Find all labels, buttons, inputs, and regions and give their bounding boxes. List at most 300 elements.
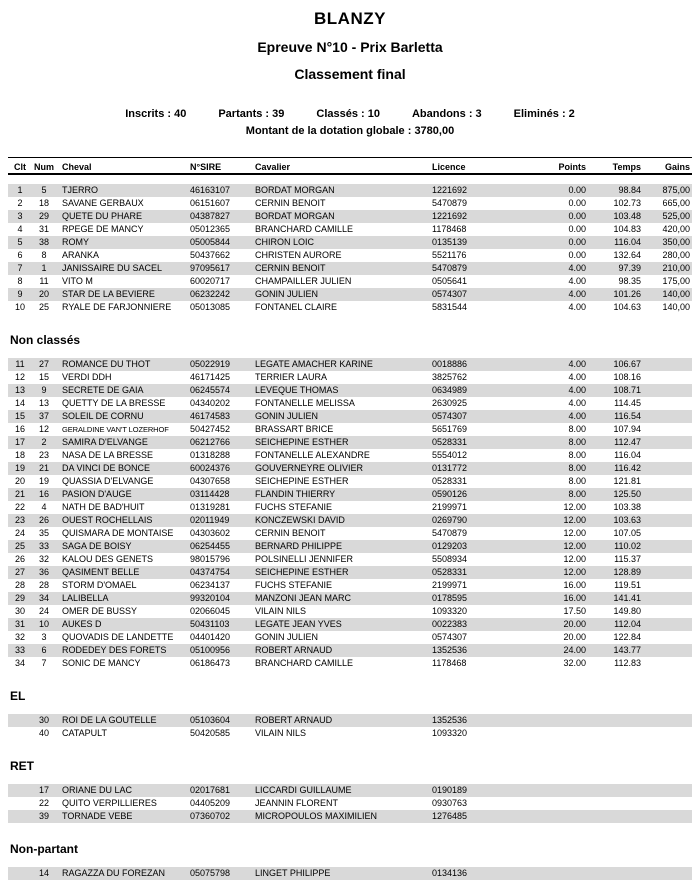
cell-cheval: RODEDEY DES FORETS: [62, 645, 167, 655]
cell-num: 12: [38, 424, 49, 434]
cell-points: 0.00: [568, 250, 586, 260]
cell-sire: 06254455: [190, 541, 231, 551]
column-header-cavalier: Cavalier: [255, 162, 291, 172]
section-heading: RET: [10, 759, 34, 773]
cell-points: 8.00: [568, 424, 586, 434]
cell-clt: 27: [14, 567, 25, 577]
cell-temps: 112.83: [614, 658, 641, 668]
cell-cavalier: MANZONI JEAN MARC: [255, 593, 352, 603]
cell-cheval: ARANKA: [62, 250, 100, 260]
cell-licence: 5470879: [432, 528, 468, 538]
cell-points: 8.00: [568, 437, 586, 447]
cell-licence: 0505641: [432, 276, 468, 286]
table-row: [8, 540, 692, 553]
cell-points: 4.00: [568, 385, 586, 395]
cell-cheval: RYALE DE FARJONNIERE: [62, 302, 172, 312]
cell-num: 6: [41, 645, 47, 655]
cell-num: 4: [41, 502, 47, 512]
cell-num: 32: [38, 554, 49, 564]
stat-item: Eliminés : 2: [513, 108, 575, 120]
cell-licence: 5470879: [432, 198, 468, 208]
cell-clt: 1: [17, 185, 23, 195]
cell-clt: 31: [14, 619, 25, 629]
cell-sire: 05100956: [190, 645, 231, 655]
cell-cheval: QUISMARA DE MONTAISE: [62, 528, 174, 538]
cell-clt: 20: [14, 476, 25, 486]
cell-num: 35: [38, 528, 49, 538]
cell-gains: 350,00: [662, 237, 690, 247]
table-row: [8, 197, 692, 210]
cell-num: 40: [38, 728, 49, 738]
cell-points: 0.00: [568, 185, 586, 195]
cell-num: 29: [38, 211, 49, 221]
cell-sire: 07360702: [190, 811, 231, 821]
cell-points: 16.00: [563, 580, 586, 590]
cell-cheval: SAGA DE BOISY: [62, 541, 132, 551]
cell-num: 26: [38, 515, 49, 525]
results-table: [8, 157, 692, 883]
cell-cavalier: ROBERT ARNAUD: [255, 715, 333, 725]
cell-cheval: SAMIRA D'ELVANGE: [62, 437, 148, 447]
table-row: [8, 714, 692, 727]
table-row: [8, 657, 692, 670]
cell-points: 20.00: [563, 632, 586, 642]
cell-temps: 102.73: [613, 198, 641, 208]
cell-points: 8.00: [568, 489, 586, 499]
cell-sire: 60024376: [190, 463, 231, 473]
cell-cheval: SONIC DE MANCY: [62, 658, 141, 668]
table-row: [8, 436, 692, 449]
cell-temps: 107.05: [613, 528, 641, 538]
cell-cheval: OMER DE BUSSY: [62, 606, 138, 616]
cell-num: 28: [38, 580, 49, 590]
cell-cavalier: LEGATE JEAN YVES: [255, 619, 342, 629]
cell-cavalier: FONTANEL CLAIRE: [255, 302, 338, 312]
table-row: [8, 727, 692, 740]
cell-temps: 121.81: [613, 476, 641, 486]
cell-cheval: DA VINCI DE BONCE: [62, 463, 151, 473]
cell-cheval: RPEGE DE MANCY: [62, 224, 144, 234]
cell-sire: 04340202: [190, 398, 231, 408]
cell-temps: 119.51: [614, 580, 641, 590]
cell-licence: 0528331: [432, 437, 468, 447]
cell-temps: 108.16: [613, 372, 641, 382]
cell-sire: 04405209: [190, 798, 231, 808]
cell-cavalier: VILAIN NILS: [255, 728, 307, 738]
cell-points: 4.00: [568, 276, 586, 286]
cell-gains: 525,00: [662, 211, 690, 221]
cell-cheval: ROMANCE DU THOT: [62, 359, 151, 369]
cell-num: 5: [41, 185, 47, 195]
cell-licence: 0574307: [432, 411, 468, 421]
cell-sire: 46174583: [190, 411, 231, 421]
cell-sire: 03114428: [190, 489, 230, 499]
cell-sire: 50437662: [190, 250, 231, 260]
cell-cavalier: GOUVERNEYRE OLIVIER: [255, 463, 364, 473]
cell-cheval: ROMY: [62, 237, 89, 247]
cell-sire: 05103604: [190, 715, 231, 725]
cell-points: 8.00: [568, 450, 586, 460]
cell-sire: 05013085: [190, 302, 231, 312]
cell-licence: 1178468: [432, 224, 467, 234]
cell-clt: 33: [14, 645, 25, 655]
cell-cheval: STAR DE LA BEVIERE: [62, 289, 155, 299]
cell-cheval: VITO M: [62, 276, 93, 286]
table-row: [8, 488, 692, 501]
cell-temps: 112.04: [614, 619, 641, 629]
cell-sire: 50420585: [190, 728, 231, 738]
table-row: [8, 262, 692, 275]
cell-points: 17.50: [563, 606, 586, 616]
cell-sire: 05022919: [190, 359, 231, 369]
cell-points: 16.00: [563, 593, 586, 603]
cell-licence: 0190189: [432, 785, 468, 795]
cell-num: 9: [41, 385, 47, 395]
cell-gains: 280,00: [662, 250, 690, 260]
cell-licence: 1352536: [432, 645, 468, 655]
cell-cavalier: BRANCHARD CAMILLE: [255, 658, 354, 668]
cell-cheval: PASION D'AUGE: [62, 489, 132, 499]
cell-licence: 5508934: [432, 554, 468, 564]
cell-points: 4.00: [568, 411, 586, 421]
cell-sire: 98015796: [190, 554, 231, 564]
cell-cavalier: ROBERT ARNAUD: [255, 645, 333, 655]
cell-cavalier: BRANCHARD CAMILLE: [255, 224, 354, 234]
stat-item: Abandons : 3: [411, 108, 482, 120]
cell-cheval: AUKES D: [62, 619, 102, 629]
stat-item: Partants : 39: [218, 108, 285, 120]
cell-points: 24.00: [563, 645, 586, 655]
cell-clt: 13: [14, 385, 25, 395]
cell-licence: 5470879: [432, 263, 468, 273]
table-row: [8, 566, 692, 579]
cell-licence: 2199971: [432, 502, 468, 512]
cell-num: 25: [38, 302, 49, 312]
cell-clt: 6: [17, 250, 23, 260]
cell-cavalier: LEGATE AMACHER KARINE: [255, 359, 373, 369]
table-row: [8, 605, 692, 618]
cell-licence: 1276485: [432, 811, 468, 821]
cell-num: 21: [38, 463, 49, 473]
cell-num: 8: [41, 250, 47, 260]
table-row: [8, 797, 692, 810]
cell-cavalier: FONTANELLE ALEXANDRE: [255, 450, 370, 460]
cell-sire: 04387827: [190, 211, 231, 221]
cell-temps: 108.71: [613, 385, 641, 395]
cell-licence: 0022383: [432, 619, 468, 629]
cell-points: 8.00: [568, 476, 586, 486]
table-header-row: [8, 157, 692, 175]
cell-cheval: QUOVADIS DE LANDETTE: [62, 632, 174, 642]
cell-cheval: NASA DE LA BRESSE: [62, 450, 154, 460]
cell-cheval: QUASSIA D'ELVANGE: [62, 476, 154, 486]
cell-clt: 4: [17, 224, 23, 234]
cell-sire: 60020717: [190, 276, 231, 286]
cell-cheval: RAGAZZA DU FOREZAN: [62, 868, 166, 878]
cell-clt: 14: [14, 398, 25, 408]
cell-cheval: NATH DE BAD'HUIT: [62, 502, 145, 512]
table-row: [8, 397, 692, 410]
table-row: [8, 275, 692, 288]
cell-points: 8.00: [568, 463, 586, 473]
cell-num: 34: [38, 593, 49, 603]
cell-cavalier: CHRISTEN AURORE: [255, 250, 342, 260]
cell-num: 39: [38, 811, 49, 821]
cell-points: 12.00: [563, 502, 586, 512]
cell-cheval: STORM D'OMAEL: [62, 580, 137, 590]
table-row: [8, 644, 692, 657]
section-heading: Non classés: [10, 333, 81, 347]
cell-cavalier: TERRIER LAURA: [255, 372, 328, 382]
cell-num: 24: [38, 606, 49, 616]
cell-num: 33: [38, 541, 49, 551]
cell-sire: 50427452: [190, 424, 231, 434]
cell-cheval: SOLEIL DE CORNU: [62, 411, 144, 421]
table-row: [8, 867, 692, 880]
stat-item: Inscrits : 40: [125, 108, 187, 120]
cell-cheval: ROI DE LA GOUTELLE: [62, 715, 157, 725]
cell-licence: 0930763: [432, 798, 468, 808]
table-row: [8, 618, 692, 631]
cell-cavalier: GONIN JULIEN: [255, 411, 319, 421]
cell-points: 0.00: [568, 237, 586, 247]
cell-clt: 29: [14, 593, 25, 603]
cell-num: 30: [38, 715, 49, 725]
cell-points: 0.00: [568, 224, 586, 234]
cell-num: 11: [39, 276, 49, 286]
cell-num: 10: [38, 619, 49, 629]
cell-clt: 18: [14, 450, 25, 460]
cell-sire: 01319281: [190, 502, 231, 512]
cell-licence: 3825762: [432, 372, 468, 382]
cell-temps: 132.64: [613, 250, 641, 260]
cell-licence: 1093320: [432, 606, 468, 616]
cell-points: 4.00: [568, 359, 586, 369]
cell-points: 12.00: [563, 541, 586, 551]
cell-licence: 0018886: [432, 359, 468, 369]
section-heading: EL: [10, 689, 26, 703]
cell-points: 4.00: [568, 398, 586, 408]
cell-temps: 103.63: [613, 515, 641, 525]
cell-clt: 9: [17, 289, 23, 299]
cell-sire: 99320104: [190, 593, 231, 603]
cell-clt: 17: [14, 437, 25, 447]
cell-cheval: LALIBELLA: [62, 593, 109, 603]
cell-licence: 5554012: [432, 450, 468, 460]
cell-points: 32.00: [563, 658, 586, 668]
cell-licence: 0574307: [432, 289, 468, 299]
cell-cavalier: GONIN JULIEN: [255, 632, 319, 642]
cell-sire: 05075798: [190, 868, 231, 878]
cell-licence: 2199971: [432, 580, 468, 590]
cell-clt: 23: [14, 515, 25, 525]
cell-cavalier: JEANNIN FLORENT: [255, 798, 339, 808]
cell-cavalier: KONCZEWSKI DAVID: [255, 515, 345, 525]
cell-sire: 02066045: [190, 606, 231, 616]
cell-temps: 122.84: [613, 632, 641, 642]
cell-sire: 04307658: [190, 476, 231, 486]
table-row: [8, 423, 692, 436]
stats-row: [0, 108, 700, 120]
table-row: [8, 475, 692, 488]
cell-clt: 22: [14, 502, 25, 512]
cell-sire: 04401420: [190, 632, 231, 642]
cell-clt: 24: [14, 528, 25, 538]
cell-clt: 5: [17, 237, 23, 247]
cell-licence: 1178468: [432, 658, 467, 668]
cell-num: 13: [38, 398, 49, 408]
cell-cavalier: FLANDIN THIERRY: [255, 489, 336, 499]
table-row: [8, 579, 692, 592]
table-row: [8, 501, 692, 514]
cell-cheval: VERDI DDH: [62, 372, 112, 382]
cell-clt: 34: [14, 658, 25, 668]
cell-points: 12.00: [563, 567, 586, 577]
dotation-line: Montant de la dotation globale : 3780,00: [245, 125, 455, 137]
cell-temps: 98.35: [618, 276, 641, 286]
cell-clt: 28: [14, 580, 25, 590]
table-row: [8, 288, 692, 301]
cell-licence: 0528331: [432, 476, 468, 486]
table-row: [8, 592, 692, 605]
cell-sire: 02011949: [190, 515, 230, 525]
cell-cheval: GERALDINE VAN'T LOZERHOF: [62, 425, 169, 434]
stat-item: Classés : 10: [316, 108, 380, 120]
cell-licence: 0634989: [432, 385, 468, 395]
cell-num: 27: [38, 359, 49, 369]
cell-points: 4.00: [568, 372, 586, 382]
table-row: [8, 223, 692, 236]
cell-licence: 0178595: [432, 593, 468, 603]
cell-clt: 19: [14, 463, 25, 473]
cell-licence: 1221692: [432, 185, 468, 195]
cell-licence: 0134136: [432, 868, 468, 878]
table-row: [8, 527, 692, 540]
cell-cavalier: BORDAT MORGAN: [255, 185, 335, 195]
cell-sire: 06212766: [190, 437, 231, 447]
cell-licence: 5831544: [432, 302, 468, 312]
event-subtitle: Epreuve N°10 - Prix Barletta: [257, 39, 443, 55]
cell-num: 16: [38, 489, 49, 499]
cell-num: 3: [41, 632, 47, 642]
cell-cheval: ORIANE DU LAC: [62, 785, 133, 795]
cell-sire: 50431103: [190, 619, 230, 629]
cell-licence: 0590126: [432, 489, 468, 499]
cell-num: 1: [41, 263, 47, 273]
cell-sire: 05012365: [190, 224, 231, 234]
cell-cavalier: LICCARDI GUILLAUME: [255, 785, 352, 795]
cell-cheval: QASIMENT BELLE: [62, 567, 140, 577]
cell-sire: 46171425: [190, 372, 231, 382]
cell-clt: 15: [14, 411, 25, 421]
cell-licence: 1352536: [432, 715, 468, 725]
cell-num: 15: [38, 372, 49, 382]
cell-cavalier: LEVEQUE THOMAS: [255, 385, 339, 395]
cell-temps: 103.38: [613, 502, 641, 512]
cell-num: 14: [38, 868, 49, 878]
column-header-temps: Temps: [612, 162, 641, 172]
cell-temps: 141.41: [613, 593, 641, 603]
cell-sire: 06245574: [190, 385, 231, 395]
cell-num: 38: [38, 237, 49, 247]
cell-licence: 0135139: [432, 237, 468, 247]
cell-licence: 1221692: [432, 211, 468, 221]
cell-temps: 128.89: [613, 567, 641, 577]
cell-licence: 1093320: [432, 728, 468, 738]
cell-gains: 140,00: [662, 302, 690, 312]
cell-temps: 110.02: [614, 541, 641, 551]
cell-temps: 116.54: [614, 411, 641, 421]
cell-cavalier: POLSINELLI JENNIFER: [255, 554, 354, 564]
table-body: [8, 184, 692, 883]
cell-clt: 30: [14, 606, 25, 616]
cell-points: 0.00: [568, 211, 586, 221]
table-row: [8, 449, 692, 462]
cell-temps: 98.84: [618, 185, 641, 195]
table-row: [8, 631, 692, 644]
column-header-points: Points: [558, 162, 586, 172]
cell-cheval: QUETE DU PHARE: [62, 211, 143, 221]
cell-sire: 06151607: [190, 198, 231, 208]
column-header-gains: Gains: [664, 162, 690, 172]
cell-cavalier: BRASSART BRICE: [255, 424, 334, 434]
table-row: [8, 184, 692, 197]
cell-clt: 26: [14, 554, 25, 564]
column-header-licence: Licence: [432, 162, 466, 172]
column-header-cheval: Cheval: [62, 162, 92, 172]
table-row: [8, 371, 692, 384]
cell-cavalier: SEICHEPINE ESTHER: [255, 476, 349, 486]
cell-sire: 02017681: [190, 785, 231, 795]
cell-clt: 8: [17, 276, 23, 286]
cell-clt: 3: [17, 211, 23, 221]
cell-cheval: TJERRO: [62, 185, 98, 195]
cell-temps: 125.50: [613, 489, 641, 499]
table-row: [8, 384, 692, 397]
cell-temps: 101.26: [613, 289, 641, 299]
cell-sire: 06234137: [190, 580, 231, 590]
cell-licence: 2630925: [432, 398, 468, 408]
cell-cavalier: FONTANELLE MELISSA: [255, 398, 355, 408]
cell-sire: 04303602: [190, 528, 231, 538]
cell-cheval: SECRETE DE GAIA: [62, 385, 144, 395]
cell-licence: 5651769: [432, 424, 468, 434]
cell-cheval: QUITO VERPILLIERES: [62, 798, 157, 808]
table-row: [8, 236, 692, 249]
section-heading: Non-partant: [10, 842, 78, 856]
cell-points: 0.00: [568, 198, 586, 208]
table-row: [8, 462, 692, 475]
table-row: [8, 553, 692, 566]
cell-num: 7: [41, 658, 47, 668]
cell-points: 4.00: [568, 302, 586, 312]
cell-cheval: JANISSAIRE DU SACEL: [62, 263, 163, 273]
cell-temps: 103.48: [613, 211, 641, 221]
cell-clt: 12: [14, 372, 25, 382]
cell-cheval: CATAPULT: [62, 728, 108, 738]
cell-sire: 06232242: [190, 289, 231, 299]
cell-num: 31: [38, 224, 49, 234]
cell-points: 4.00: [568, 263, 586, 273]
cell-clt: 11: [15, 359, 25, 369]
cell-points: 12.00: [563, 528, 586, 538]
cell-cavalier: FUCHS STEFANIE: [255, 580, 333, 590]
table-row: [8, 358, 692, 371]
cell-temps: 106.67: [613, 359, 641, 369]
cell-num: 20: [38, 289, 49, 299]
column-header-sire: N°SIRE: [190, 162, 222, 172]
cell-licence: 5521176: [432, 250, 467, 260]
